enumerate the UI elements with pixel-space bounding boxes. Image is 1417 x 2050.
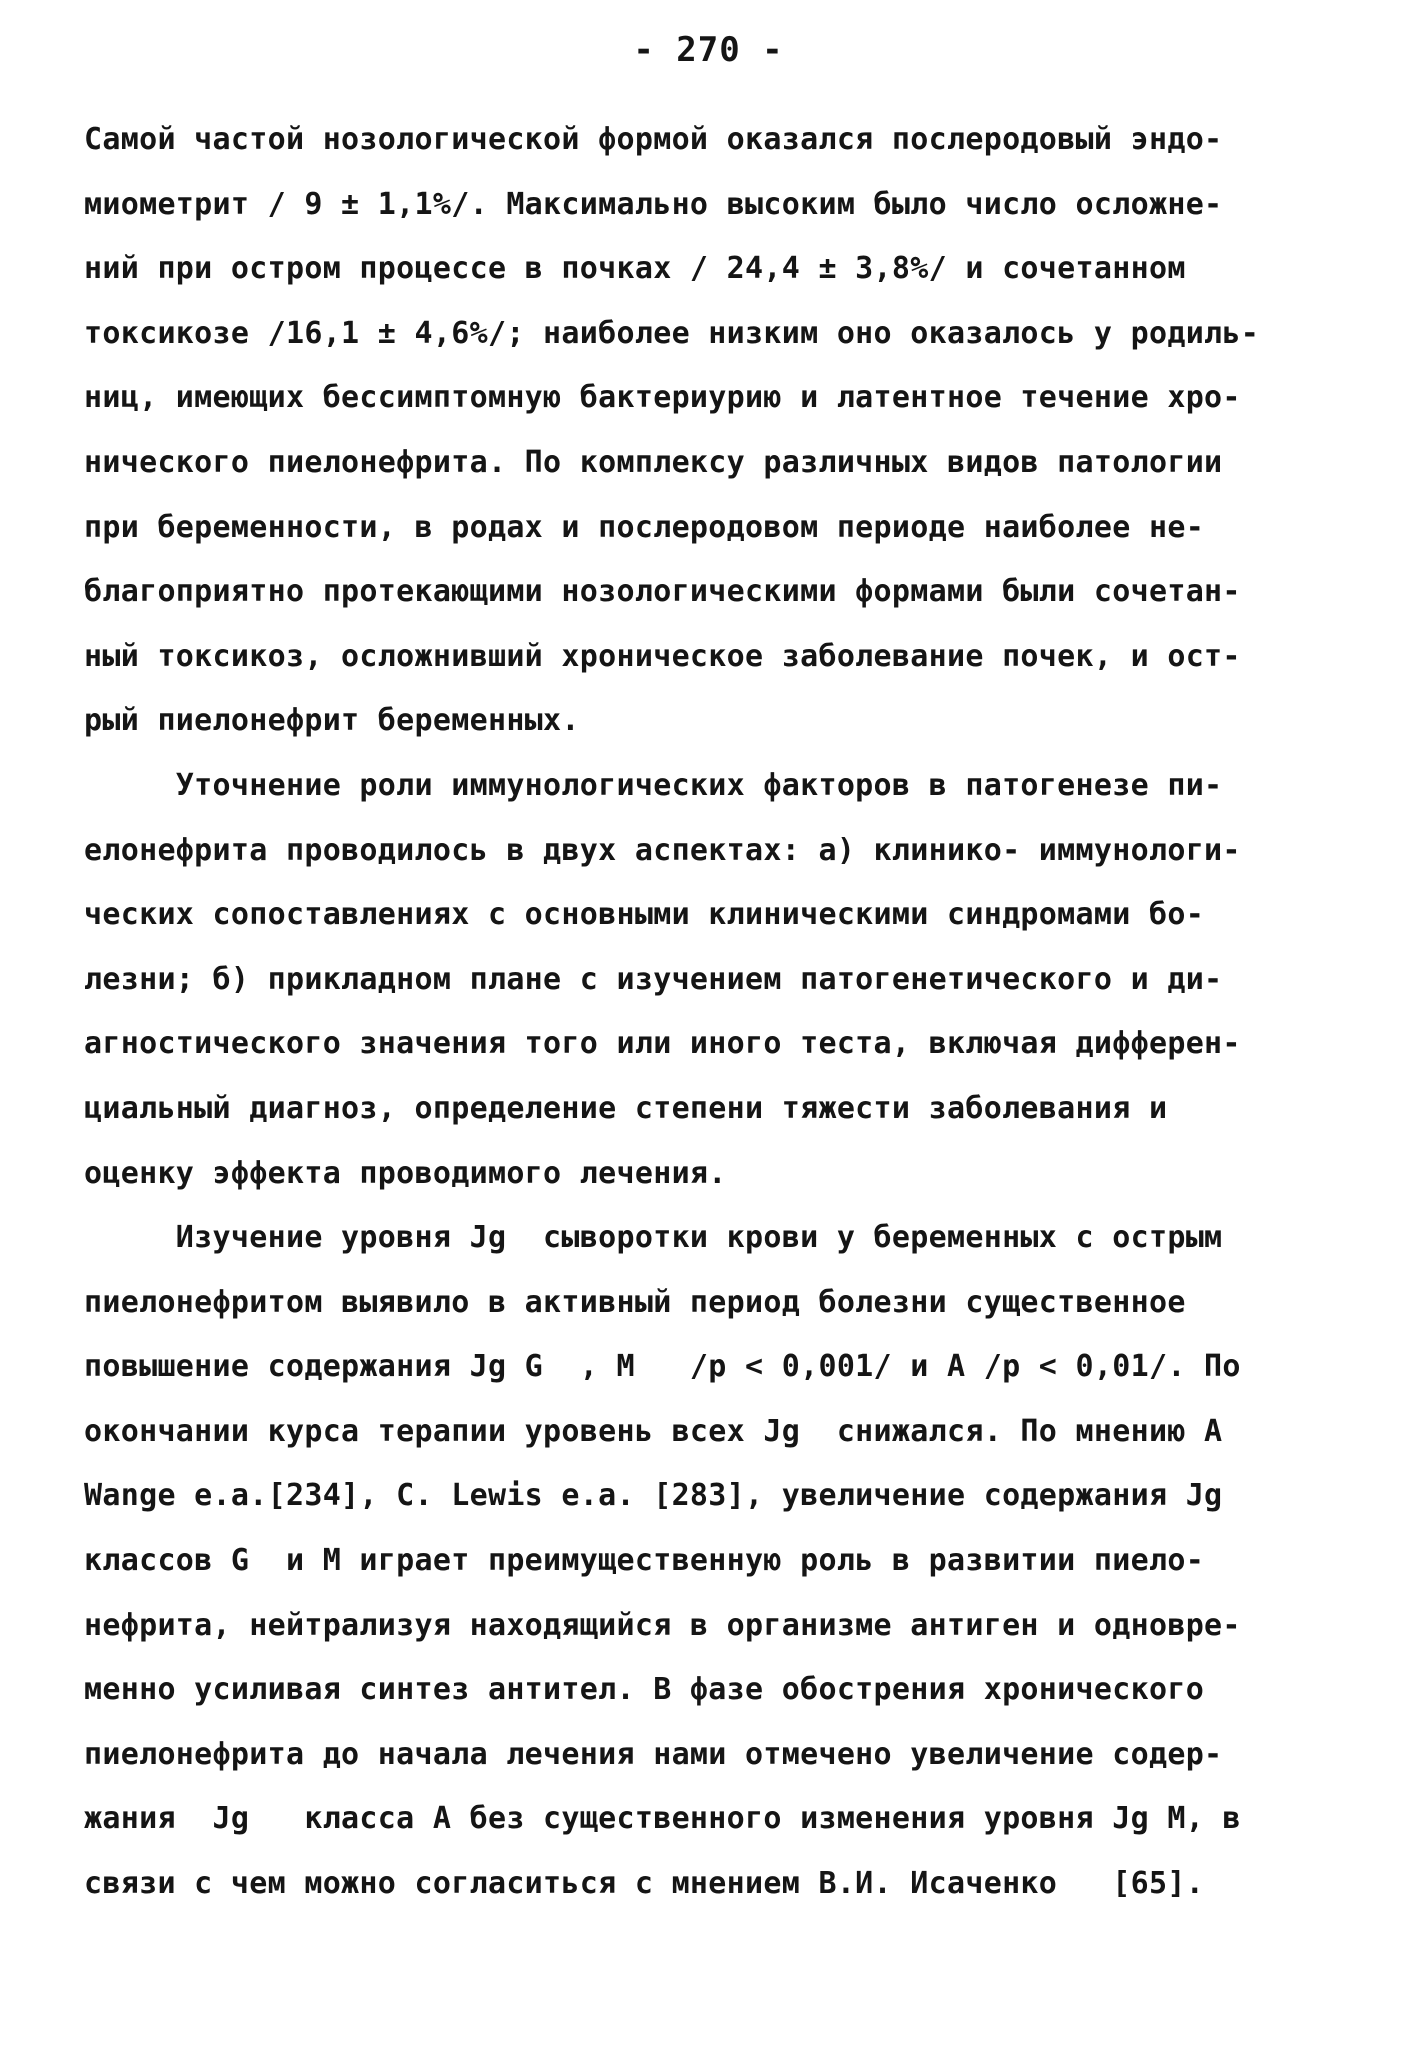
text-line: менно усиливая синтез антител. В фазе обострения хронического: [84, 1672, 1205, 1708]
text-line: нефрита, нейтрализуя находящийся в организме антиген и одновре-: [84, 1607, 1241, 1643]
text-line: Самой частой нозологической формой оказался послеродовый эндо-: [84, 122, 1223, 157]
text-line: миометрит / 9 ± 1,1%/. Максимально высоким было число осложне-: [84, 186, 1223, 222]
text-line: Уточнение роли иммунологических факторов в патогенезе пи-: [84, 767, 1223, 803]
text-line: ниц, имеющих бессимптомную бактериурию и латентное течение хро-: [84, 380, 1241, 416]
text-line: повышение содержания Jg G , М /р < 0,001/ и А /р < 0,01/. По: [84, 1349, 1241, 1385]
text-line: ний при остром процессе в почках / 24,4 ± 3,8%/ и сочетанном: [84, 251, 1186, 287]
text-line: нического пиелонефрита. По комплексу различных видов патологии: [84, 444, 1223, 480]
text-line: елонефрита проводилось в двух аспектах: а) клинико- иммунологи-: [84, 832, 1241, 868]
page-number: - 270 -: [633, 30, 784, 70]
text-line: рый пиелонефрит беременных.: [84, 703, 580, 739]
text-line: циальный диагноз, определение степени тяжести заболевания и: [84, 1090, 1168, 1126]
text-line: лезни; б) прикладном плане с изучением патогенетического и ди-: [84, 961, 1223, 997]
text-line: связи с чем можно согласиться с мнением В.И. Исаченко [65].: [84, 1866, 1205, 1902]
text-line: оценку эффекта проводимого лечения.: [84, 1155, 727, 1191]
text-line: ческих сопоставлениях с основными клиническими синдромами бо-: [84, 897, 1205, 933]
text-line: при беременности, в родах и послеродовом периоде наиболее не-: [84, 509, 1205, 545]
text-line: Wange e.a.[234], C. Lewis e.a. [283], увеличение содержания Jg: [84, 1478, 1223, 1514]
text-line: агностического значения того или иного теста, включая дифферен-: [84, 1026, 1241, 1062]
body-text: [84, 108, 1334, 1917]
text-line: жания Jg класса А без существенного изменения уровня Jg М, в: [84, 1801, 1241, 1837]
text-line: ный токсикоз, осложнивший хроническое заболевание почек, и ост-: [84, 638, 1241, 674]
text-line: токсикозе /16,1 ± 4,6%/; наиболее низким оно оказалось у родиль-: [84, 315, 1260, 351]
text-line: благоприятно протекающими нозологическими формами были сочетан-: [84, 574, 1241, 610]
text-line: пиелонефрита до начала лечения нами отмечено увеличение содер-: [84, 1736, 1223, 1772]
text-line: окончании курса терапии уровень всех Jg снижался. По мнению A: [84, 1413, 1223, 1449]
text-line: Изучение уровня Jg сыворотки крови у беременных с острым: [84, 1220, 1223, 1256]
text-line: пиелонефритом выявило в активный период болезни существенное: [84, 1284, 1186, 1320]
text-line: классов G и М играет преимущественную роль в развитии пиело-: [84, 1543, 1205, 1579]
